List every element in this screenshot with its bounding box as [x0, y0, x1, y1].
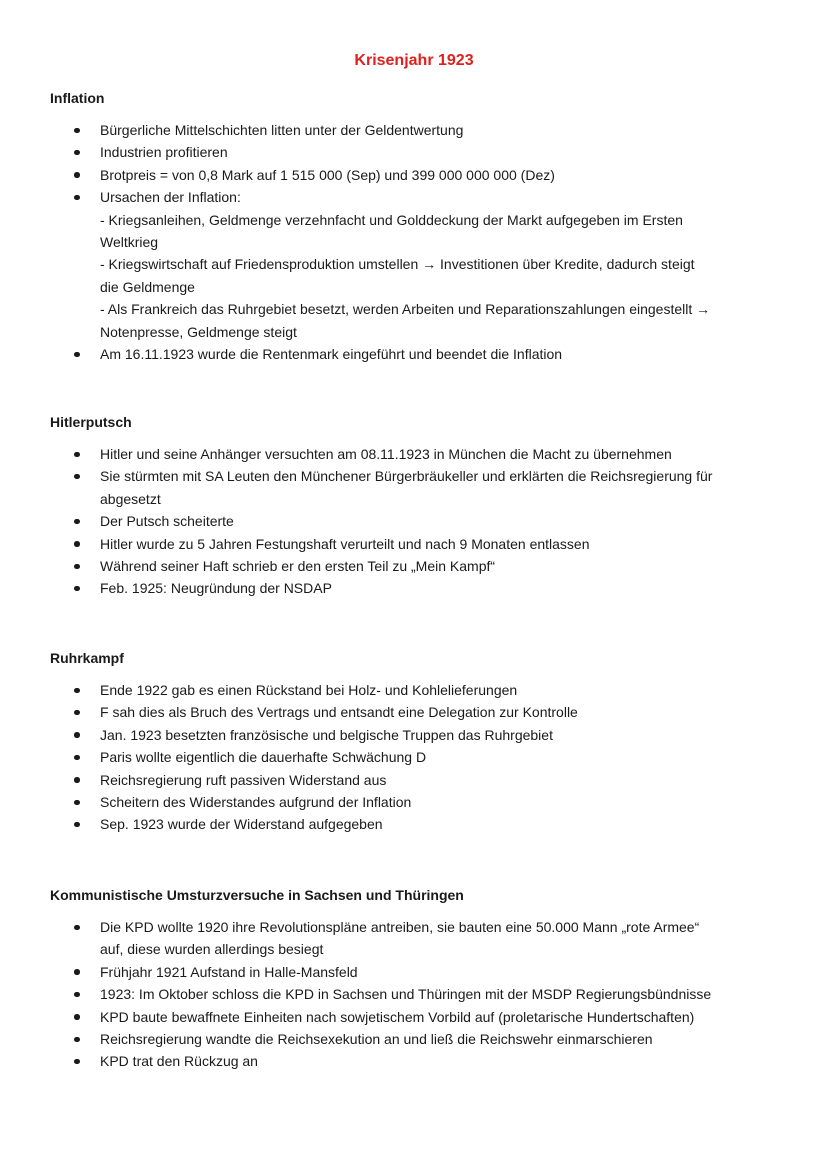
section-ruhrkampf: [50, 647, 790, 836]
list-item-text: Jan. 1923 besetzten französische und belgische Truppen das Ruhrgebiet: [100, 726, 553, 743]
list-item-text: Der Putsch scheiterte: [100, 513, 234, 530]
list-item: [50, 164, 790, 186]
list-item-text: F sah dies als Bruch des Vertrags und entsandt eine Delegation zur Kontrolle: [100, 704, 578, 721]
list-item: [50, 555, 790, 577]
list-item: [50, 746, 790, 768]
list-item-text: abgesetzt: [100, 490, 161, 507]
list-item-text: Sep. 1923 wurde der Widerstand aufgegeben: [100, 816, 383, 833]
section-kpd: [50, 884, 790, 1073]
list-item: [50, 769, 790, 791]
list-item-text: Paris wollte eigentlich die dauerhafte Schwächung D: [100, 749, 427, 766]
list-item: [50, 186, 790, 343]
list-item-text: Notenpresse, Geldmenge steigt: [100, 323, 297, 340]
list-item-text: Ende 1922 gab es einen Rückstand bei Holz- und Kohlelieferungen: [100, 682, 518, 698]
list-item-text: Reichsregierung wandte die Reichsexekution an und ließ die Reichswehr einmarschieren: [100, 1031, 653, 1048]
list-item-text: Reichsregierung ruft passiven Widerstand aus: [100, 771, 387, 788]
bullet-list: [50, 119, 790, 365]
section-heading: Inflation: [50, 90, 105, 106]
list-item-text: Industrien profitieren: [100, 144, 228, 161]
list-item: [50, 119, 790, 141]
list-item: [50, 1028, 790, 1050]
bullet-list: [50, 916, 790, 1073]
list-item-text: 1923: Im Oktober schloss die KPD in Sachsen und Thüringen mit der MSDP Regierungsbündnisse: [100, 986, 712, 1003]
page-title: Krisenjahr 1923: [354, 52, 474, 69]
list-item: [50, 679, 790, 701]
list-item: [50, 141, 790, 163]
list-item: [50, 1006, 790, 1028]
list-item: [50, 983, 790, 1005]
list-item-text: auf, diese wurden allerdings besiegt: [100, 941, 324, 958]
list-item-text: Während seiner Haft schrieb er den ersten Teil zu „Mein Kampf“: [100, 558, 496, 575]
list-item: [50, 813, 790, 835]
list-item-text: - Kriegswirtschaft auf Friedensproduktion umstellen → Investitionen über Kredite, dadurch steigt: [100, 256, 695, 273]
list-item-text: KPD baute bewaffnete Einheiten nach sowjetischem Vorbild auf (proletarische Hundertschaften): [100, 1008, 695, 1025]
section-inflation: [50, 87, 790, 365]
list-item-text: Hitler wurde zu 5 Jahren Festungshaft verurteilt und nach 9 Monaten entlassen: [100, 535, 590, 552]
list-item-text: Am 16.11.1923 wurde die Rentenmark eingeführt und beendet die Inflation: [100, 346, 563, 363]
list-item: [50, 533, 790, 555]
section-heading: Kommunistische Umsturzversuche in Sachsen und Thüringen: [50, 887, 464, 903]
list-item-text: Brotpreis = von 0,8 Mark auf 1 515 000 (Sep) und 399 000 000 000 (Dez): [100, 166, 555, 183]
bullet-list: [50, 679, 790, 836]
list-item-text: Ursachen der Inflation:: [100, 189, 241, 206]
list-item-text: Frühjahr 1921 Aufstand in Halle-Mansfeld: [100, 963, 358, 980]
list-item-text: Die KPD wollte 1920 ihre Revolutionspläne antreiben, sie bauten eine 50.000 Mann „rote Armee“: [100, 919, 700, 935]
list-item-text: - Kriegsanleihen, Geldmenge verzehnfacht und Golddeckung der Markt aufgegeben im Ersten: [100, 211, 683, 228]
list-item: [50, 961, 790, 983]
list-item: [50, 465, 790, 510]
list-item: [50, 443, 790, 465]
list-item: [50, 791, 790, 813]
list-item-text: Hitler und seine Anhänger versuchten am 08.11.1923 in München die Macht zu übernehmen: [100, 446, 672, 462]
list-item: [50, 916, 790, 961]
list-item-text: Sie stürmten mit SA Leuten den Münchener Bürgerbräukeller und erklärten die Reichsregierung für: [100, 468, 713, 485]
list-item: [50, 510, 790, 532]
bullet-list: [50, 443, 790, 600]
section-heading: Hitlerputsch: [50, 414, 132, 430]
list-item-text: KPD trat den Rückzug an: [100, 1053, 258, 1070]
list-item-text: Weltkrieg: [100, 234, 159, 251]
list-item-text: - Als Frankreich das Ruhrgebiet besetzt, werden Arbeiten und Reparationszahlungen eingestellt →: [100, 301, 711, 318]
list-item-text: Feb. 1925: Neugründung der NSDAP: [100, 580, 332, 597]
list-item: [50, 1050, 790, 1072]
list-item-text: die Geldmenge: [100, 278, 195, 295]
list-item-text: Bürgerliche Mittelschichten litten unter der Geldentwertung: [100, 122, 464, 138]
list-item-text: Scheitern des Widerstandes aufgrund der Inflation: [100, 794, 412, 811]
section-heading: Ruhrkampf: [50, 650, 124, 666]
section-hitlerputsch: [50, 411, 790, 600]
list-item: [50, 724, 790, 746]
list-item: [50, 577, 790, 599]
list-item: [50, 701, 790, 723]
list-item: [50, 343, 790, 365]
